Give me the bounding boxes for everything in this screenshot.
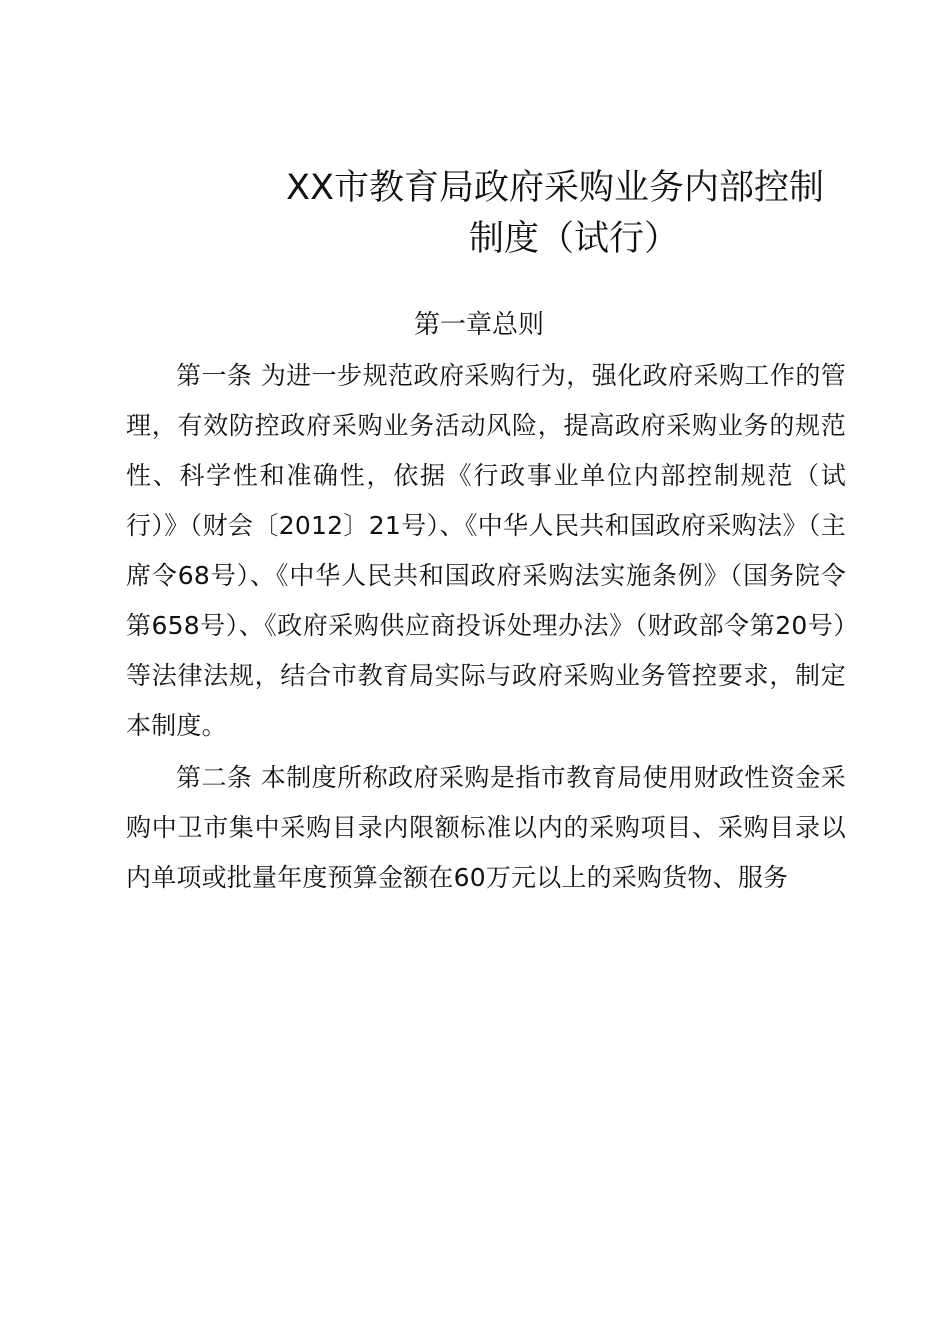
document-title-line-2: 制度（试行） xyxy=(469,219,680,259)
document-title xyxy=(270,163,870,265)
article-2 xyxy=(126,753,846,903)
document-title-line-1: XX市教育局政府采购业务内部控制 xyxy=(286,168,824,208)
article-1-text: 第一条 为进一步规范政府采购行为，强化政府采购工作的管理，有效防控政府采购业务活动风险，提高政府采购业务的规范性、科学性和准确性，依据《行政事业单位内部控制规范（试行）》（财会〔2012〕21号）、《中华人民共和国政府采购法》（主席令68号）、《中华人民共和国政府采购法实施条例》（国务院令第658号）、《政府采购供应商投诉处理办法》（财政部令第20号）等法律法规，结合市教育局实际与政府采购业务管控要求，制定本制度。 xyxy=(126,361,846,740)
article-2-text: 第二条 本制度所称政府采购是指市教育局使用财政性资金采购中卫市集中采购目录内限额标准以内的采购项目、采购目录以内单项或批量年度预算金额在60万元以上的采购货物、服务 xyxy=(126,763,846,892)
article-1 xyxy=(126,351,846,751)
chapter-heading: 第一章总则 xyxy=(413,310,544,340)
